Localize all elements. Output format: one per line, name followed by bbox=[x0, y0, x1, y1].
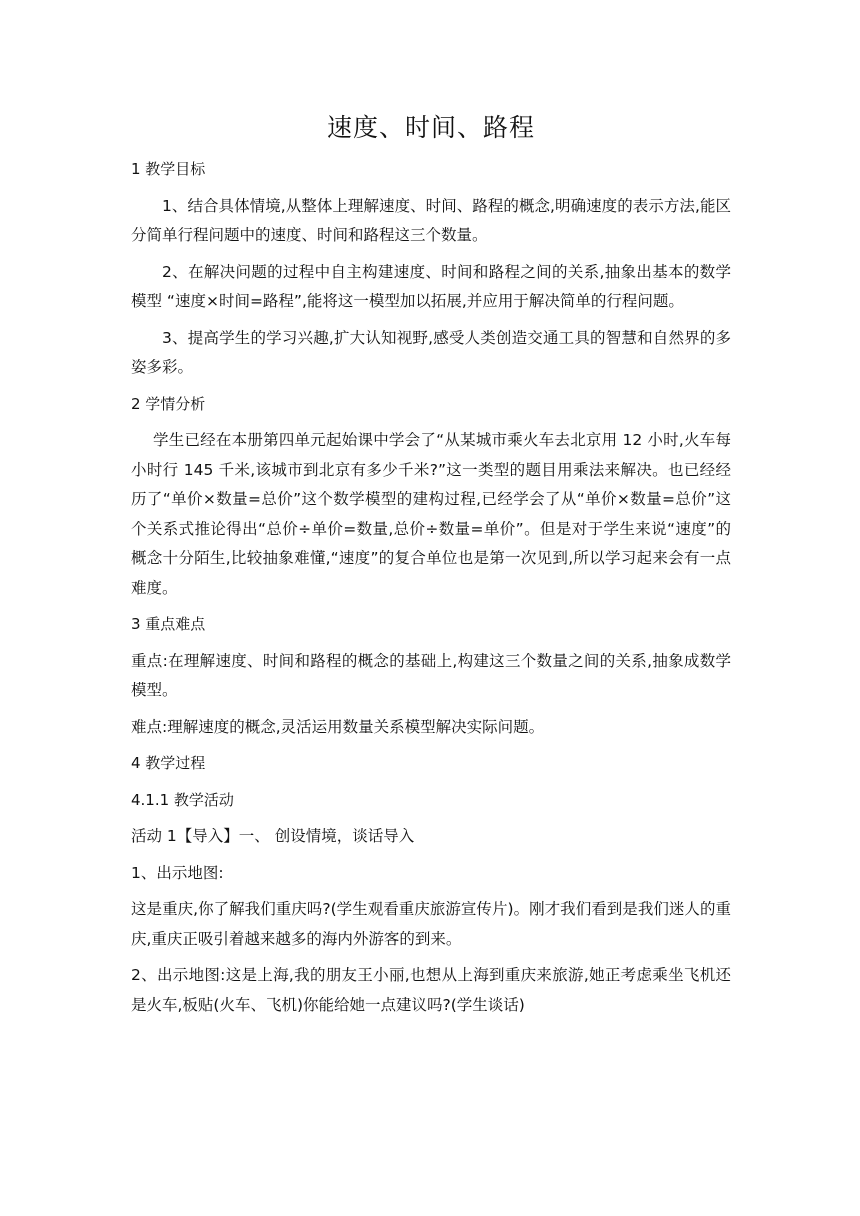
section-heading-process: 4 教学过程 bbox=[131, 754, 206, 772]
goal-paragraph-1: 1、结合具体情境,从整体上理解速度、时间、路程的概念,明确速度的表示方法,能区分简单行程问题中的速度、时间和路程这三个数量。 bbox=[131, 196, 731, 244]
step-1-paragraph: 这是重庆,你了解我们重庆吗?(学生观看重庆旅游宣传片)。刚才我们看到是我们迷人的重庆,重庆正吸引着越来越多的海内外游客的到来。 bbox=[131, 900, 731, 948]
analysis-paragraph: 学生已经在本册第四单元起始课中学会了“从某城市乘火车去北京用 12 小时,火车每小时行 145 千米,该城市到北京有多少千米?”这一类型的题目用乘法来解决。也已经经历了“单价×数量=总价”这个数学模型的建构过程,已经学会了从“单价×数量=总价”这个关系式推论得出“总价÷单价=数量,总价÷数量=单价”。但是对于学生来说“速度”的概念十分陌生,比较抽象难懂,“速度”的复合单位也是第一次见到,所以学习起来会有一点难度。 bbox=[131, 431, 731, 597]
activity-1-line: 活动 1【导入】一、 创设情境，谈话导入 bbox=[131, 827, 415, 845]
step-1-line: 1、出示地图: bbox=[131, 863, 224, 882]
difficult-point-paragraph: 难点:理解速度的概念,灵活运用数量关系模型解决实际问题。 bbox=[131, 717, 545, 736]
subsection-heading-activity: 4.1.1 教学活动 bbox=[131, 790, 234, 809]
section-heading-analysis: 2 学情分析 bbox=[131, 394, 206, 413]
goal-paragraph-3: 3、提高学生的学习兴趣,扩大认知视野,感受人类创造交通工具的智慧和自然界的多姿多彩。 bbox=[131, 328, 731, 376]
section-heading-key-points: 3 重点难点 bbox=[131, 615, 206, 633]
document-title: 速度、时间、路程 bbox=[326, 113, 535, 142]
step-2-paragraph: 2、出示地图:这是上海,我的朋友王小丽,也想从上海到重庆来旅游,她正考虑乘坐飞机还是火车,板贴(火车、飞机)你能给她一点建议吗?(学生谈话) bbox=[131, 966, 731, 1014]
goal-paragraph-2: 2、在解决问题的过程中自主构建速度、时间和路程之间的关系,抽象出基本的数学模型 “速度×时间=路程”,能将这一模型加以拓展,并应用于解决简单的行程问题。 bbox=[131, 262, 731, 310]
document-body bbox=[131, 108, 731, 1027]
key-point-paragraph: 重点:在理解速度、时间和路程的概念的基础上,构建这三个数量之间的关系,抽象成数学模型。 bbox=[131, 651, 731, 699]
section-heading-goals: 1 教学目标 bbox=[131, 160, 206, 178]
